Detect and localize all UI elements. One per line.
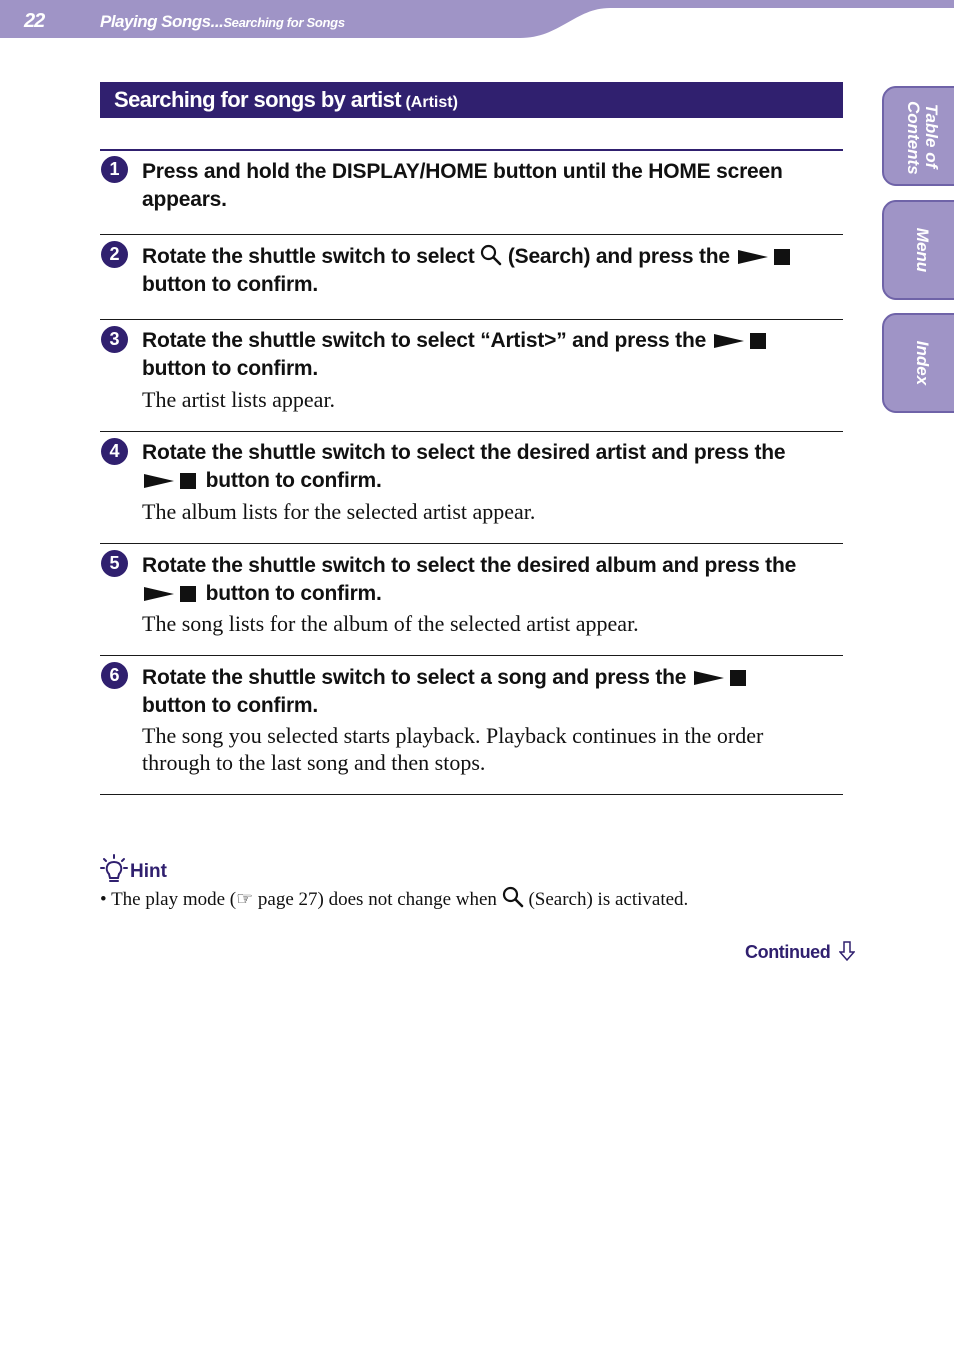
continued-label: Continued: [745, 942, 831, 962]
page-number: 22: [24, 10, 45, 32]
section-title-main: Searching for songs by artist: [114, 87, 402, 112]
section-title-sub: (Artist): [405, 94, 458, 111]
step-6-note: The song you selected starts playback. Playback continues in the order through to the last song and then stops.: [142, 723, 764, 775]
step-2-text: Rotate the shuttle switch to select (Search) and press the button to confirm.: [142, 243, 832, 299]
step-4-note: The album lists for the selected artist appear.: [142, 499, 536, 524]
play-stop-icon: [694, 669, 748, 687]
step-3-text: Rotate the shuttle switch to select “Artist>” and press the button to confirm.: [142, 327, 832, 383]
step-number-3: 3: [101, 326, 128, 353]
tab-menu[interactable]: [882, 200, 954, 300]
breadcrumb-section: Playing Songs...: [100, 12, 224, 31]
step-divider: [100, 234, 843, 235]
step-4-text: Rotate the shuttle switch to select the desired artist and press the button to confirm.: [142, 441, 786, 492]
step-divider: [100, 543, 843, 544]
tab-table-of-contents-label: Table of Contents: [904, 101, 941, 175]
step-divider: [100, 655, 843, 656]
play-stop-icon: [714, 332, 768, 350]
pointing-hand-icon: ☞: [236, 889, 254, 910]
page-header: [0, 0, 954, 44]
step-5-note: The song lists for the album of the selected artist appear.: [142, 611, 639, 636]
step-number-2: 2: [101, 241, 128, 268]
section-title: [100, 82, 843, 118]
step-divider: [100, 431, 843, 432]
step-number-1: 1: [101, 156, 128, 183]
step-divider: [100, 149, 843, 151]
tab-table-of-contents[interactable]: [882, 86, 954, 186]
hint-item: • The play mode (☞ page 27) does not change when (Search) is activated.: [100, 886, 688, 913]
step-number-5: 5: [101, 550, 128, 577]
search-icon: [502, 886, 524, 908]
tab-index[interactable]: [882, 313, 954, 413]
continued-link[interactable]: [745, 941, 855, 963]
step-3-note: The artist lists appear.: [142, 387, 336, 412]
step-number-6: 6: [101, 662, 128, 689]
step-6-text: Rotate the shuttle switch to select a song and press the button to confirm.: [142, 664, 832, 720]
step-divider: [100, 319, 843, 320]
down-arrow-icon: [839, 941, 855, 961]
step-5-text: Rotate the shuttle switch to select the desired album and press the button to confirm.: [142, 554, 797, 605]
tab-menu-label: Menu: [913, 227, 932, 273]
step-divider: [100, 794, 843, 795]
play-stop-icon: [144, 472, 198, 490]
play-stop-icon: [738, 248, 792, 266]
breadcrumb: [100, 12, 345, 32]
lightbulb-icon: [100, 854, 128, 884]
step-1-text: Press and hold the DISPLAY/HOME button until the HOME screen appears.: [142, 160, 783, 211]
tab-index-label: Index: [913, 340, 932, 386]
play-stop-icon: [144, 585, 198, 603]
step-number-4: 4: [101, 438, 128, 465]
search-icon: [480, 244, 502, 266]
breadcrumb-subsection: Searching for Songs: [223, 15, 345, 30]
hint-label: Hint: [130, 861, 167, 882]
page-link[interactable]: ☞ page 27: [236, 889, 318, 910]
